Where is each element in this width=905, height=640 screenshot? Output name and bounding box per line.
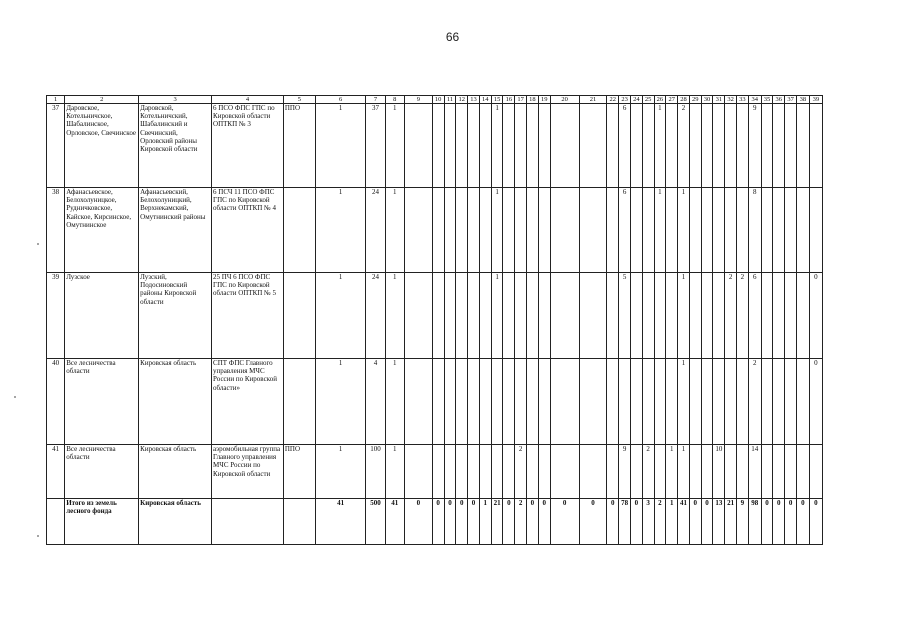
table-cell: 100 [366, 445, 385, 499]
table-row [47, 445, 823, 499]
header-cell: 28 [678, 96, 690, 104]
table-cell: 2 [725, 273, 737, 359]
table-cell [725, 359, 737, 445]
table-cell [444, 445, 456, 499]
table-cell [456, 104, 468, 188]
table-cell [796, 445, 809, 499]
header-cell: 31 [713, 96, 725, 104]
table-cell: 39 [47, 273, 65, 359]
scan-speck [14, 396, 16, 398]
table-cell [456, 188, 468, 273]
table-cell: 41 [47, 445, 65, 499]
table-cell [404, 188, 432, 273]
table-cell: 0 [404, 499, 432, 545]
table-cell [283, 188, 315, 273]
table-cell: 0 [468, 499, 480, 545]
table-cell: Все лесничества области [65, 445, 139, 499]
table-cell [701, 359, 713, 445]
total-row [47, 499, 823, 545]
header-cell: 1 [47, 96, 65, 104]
table-cell: Лузский, Подосиновский районы Кировской области [139, 273, 212, 359]
table-cell [468, 273, 480, 359]
header-cell: 27 [666, 96, 678, 104]
table-cell [579, 359, 607, 445]
table-cell [785, 104, 797, 188]
table-cell: 24 [366, 188, 385, 273]
table-cell: 1 [315, 273, 365, 359]
table-cell: 1 [385, 445, 404, 499]
table-cell: 6 [748, 273, 761, 359]
table-cell: аэромобильная группа Главного управления МЧС России по Кировской области [212, 445, 284, 499]
table-cell: 78 [619, 499, 631, 545]
header-cell: 19 [538, 96, 550, 104]
table-cell: 0 [689, 499, 701, 545]
table-cell [736, 188, 748, 273]
table-cell [527, 359, 539, 445]
table-cell [666, 188, 678, 273]
table-cell: 1 [678, 359, 690, 445]
table-cell: 10 [713, 445, 725, 499]
table-cell [503, 445, 515, 499]
table-cell [796, 188, 809, 273]
table-cell: 0 [607, 499, 619, 545]
table-cell [773, 188, 785, 273]
table-cell: Афанасьевское, Белохолуницкое, Рудничковское, Кайское, Кирсинское, Омутнинское [65, 188, 139, 273]
header-cell: 12 [456, 96, 468, 104]
table-cell [212, 499, 284, 545]
table-cell: 1 [491, 273, 503, 359]
table-cell: 0 [538, 499, 550, 545]
table-cell: 1 [666, 499, 678, 545]
table-cell: 0 [809, 499, 822, 545]
table-cell: 0 [796, 499, 809, 545]
table-cell [689, 359, 701, 445]
table-cell: 2 [515, 445, 527, 499]
table-cell: 41 [678, 499, 690, 545]
table-cell: 8 [748, 188, 761, 273]
table-cell: 14 [748, 445, 761, 499]
table-cell [761, 273, 773, 359]
header-cell: 14 [479, 96, 491, 104]
table-cell [538, 359, 550, 445]
table-cell [736, 359, 748, 445]
table-cell: 2 [678, 104, 690, 188]
table-cell [773, 104, 785, 188]
header-cell: 3 [139, 96, 212, 104]
header-cell: 2 [65, 96, 139, 104]
table-cell [479, 273, 491, 359]
table-cell [432, 188, 444, 273]
table-cell [404, 445, 432, 499]
table-cell: 1 [678, 445, 690, 499]
table-cell: 1 [491, 188, 503, 273]
table-cell [456, 273, 468, 359]
table-cell [666, 104, 678, 188]
table-cell [527, 188, 539, 273]
table-cell [515, 188, 527, 273]
table-cell [713, 273, 725, 359]
table-cell [689, 273, 701, 359]
header-cell: 35 [761, 96, 773, 104]
header-cell: 13 [468, 96, 480, 104]
table-cell: Лузское [65, 273, 139, 359]
table-cell [479, 104, 491, 188]
table-cell [527, 445, 539, 499]
table-cell [713, 359, 725, 445]
table-cell: 98 [748, 499, 761, 545]
table-cell [550, 359, 579, 445]
table-cell [432, 445, 444, 499]
table-cell [404, 359, 432, 445]
table-cell [515, 104, 527, 188]
table-cell: 1 [385, 188, 404, 273]
table-cell [796, 104, 809, 188]
table-cell [701, 445, 713, 499]
scan-speck [37, 243, 39, 245]
table-cell [432, 104, 444, 188]
table-cell: 41 [385, 499, 404, 545]
table-cell [538, 104, 550, 188]
header-cell: 33 [736, 96, 748, 104]
table-cell: 0 [503, 499, 515, 545]
table-cell [796, 273, 809, 359]
table-cell [283, 273, 315, 359]
table-cell: Афанасьевский, Белохолуницкий, Верхнекамский, Омутнинский районы [139, 188, 212, 273]
table-cell [796, 359, 809, 445]
table-cell [491, 445, 503, 499]
header-cell: 16 [503, 96, 515, 104]
table-cell [404, 273, 432, 359]
table-cell: 0 [527, 499, 539, 545]
header-cell: 8 [385, 96, 404, 104]
table-cell [527, 273, 539, 359]
table-cell: 1 [385, 273, 404, 359]
table-cell [456, 359, 468, 445]
table-cell [701, 104, 713, 188]
table-cell [642, 359, 654, 445]
table-cell: 1 [654, 188, 666, 273]
table-cell [503, 104, 515, 188]
table-cell [809, 188, 822, 273]
table-cell [503, 188, 515, 273]
table-cell [773, 273, 785, 359]
table-cell [773, 445, 785, 499]
table-cell [579, 104, 607, 188]
table-cell: 6 ПСЧ 11 ПСО ФПС ГПС по Кировской области ОПТКП № 4 [212, 188, 284, 273]
table-cell [607, 104, 619, 188]
table-cell: 37 [366, 104, 385, 188]
table-cell [550, 104, 579, 188]
table-cell [725, 188, 737, 273]
table-cell [47, 499, 65, 545]
table-cell [630, 445, 642, 499]
table-cell: Кировская область [139, 359, 212, 445]
table-cell [550, 188, 579, 273]
table-cell [689, 445, 701, 499]
header-cell: 6 [315, 96, 365, 104]
table-cell [736, 445, 748, 499]
table-cell [550, 445, 579, 499]
table-cell: 25 ПЧ 6 ПСО ФПС ГПС по Кировской области ОПТКП № 5 [212, 273, 284, 359]
table-cell [785, 359, 797, 445]
table-cell [725, 445, 737, 499]
table-cell [444, 359, 456, 445]
header-cell: 15 [491, 96, 503, 104]
table-cell: 38 [47, 188, 65, 273]
table-cell [538, 445, 550, 499]
table-cell: 0 [785, 499, 797, 545]
header-cell: 32 [725, 96, 737, 104]
table-cell: 1 [315, 104, 365, 188]
header-cell: 38 [796, 96, 809, 104]
table-cell: 9 [619, 445, 631, 499]
header-cell: 17 [515, 96, 527, 104]
table-cell [579, 273, 607, 359]
table-cell: Даровское, Котельничское, Шабалинское, Орловское, Свечинское [65, 104, 139, 188]
table-row [47, 273, 823, 359]
table-cell: 1 [315, 445, 365, 499]
table-cell [538, 188, 550, 273]
table-cell [630, 273, 642, 359]
table-cell: 1 [385, 104, 404, 188]
table-cell [713, 188, 725, 273]
header-cell: 10 [432, 96, 444, 104]
table-cell [404, 104, 432, 188]
table-cell [619, 359, 631, 445]
table-cell [515, 273, 527, 359]
header-cell: 4 [212, 96, 284, 104]
table-cell: 1 [315, 359, 365, 445]
table-cell [468, 188, 480, 273]
table-cell: 0 [761, 499, 773, 545]
table-cell [491, 359, 503, 445]
table-cell [654, 445, 666, 499]
header-cell: 11 [444, 96, 456, 104]
table-cell [809, 445, 822, 499]
table-cell: 13 [713, 499, 725, 545]
table-cell: СПТ ФПС Главного управления МЧС России по Кировской области» [212, 359, 284, 445]
header-cell: 29 [689, 96, 701, 104]
table-cell [642, 273, 654, 359]
table-cell [579, 445, 607, 499]
header-cell: 25 [642, 96, 654, 104]
table-cell [701, 273, 713, 359]
table-cell: 2 [515, 499, 527, 545]
table-cell [654, 273, 666, 359]
header-row [47, 96, 823, 104]
table-cell: 6 [619, 188, 631, 273]
table-cell: 1 [654, 104, 666, 188]
table-cell [503, 359, 515, 445]
header-cell: 30 [701, 96, 713, 104]
table-cell: 0 [773, 499, 785, 545]
table-cell [689, 104, 701, 188]
table-cell [785, 445, 797, 499]
table-cell: 0 [809, 273, 822, 359]
table-row [47, 188, 823, 273]
header-cell: 24 [630, 96, 642, 104]
table-cell [538, 273, 550, 359]
table-cell: 1 [479, 499, 491, 545]
table-cell: Итого из земель лесного фонда [65, 499, 139, 545]
table-cell: 0 [456, 499, 468, 545]
table-cell: 21 [491, 499, 503, 545]
table-cell [630, 359, 642, 445]
table-row [47, 104, 823, 188]
table-cell: 9 [736, 499, 748, 545]
table-row [47, 359, 823, 445]
table-cell [761, 445, 773, 499]
table-cell [666, 273, 678, 359]
table-cell: 21 [725, 499, 737, 545]
table-cell: 5 [619, 273, 631, 359]
table-cell [773, 359, 785, 445]
table-cell: ППО [283, 445, 315, 499]
table-cell [456, 445, 468, 499]
table-cell [607, 359, 619, 445]
header-cell: 23 [619, 96, 631, 104]
table-cell: Даровской, Котельничский, Шабалинский и Свечинский, Орловский районы Кировской области [139, 104, 212, 188]
table-cell: 500 [366, 499, 385, 545]
header-cell: 5 [283, 96, 315, 104]
table-cell: 6 [619, 104, 631, 188]
table-cell [630, 188, 642, 273]
table-cell [579, 188, 607, 273]
table-cell [761, 359, 773, 445]
table-cell: 6 ПСО ФПС ГПС по Кировской области ОПТКП № 3 [212, 104, 284, 188]
table-cell [527, 104, 539, 188]
table-cell [432, 273, 444, 359]
header-cell: 37 [785, 96, 797, 104]
header-cell: 20 [550, 96, 579, 104]
table-cell [642, 104, 654, 188]
table-cell [736, 104, 748, 188]
table-cell [607, 273, 619, 359]
header-cell: 39 [809, 96, 822, 104]
table-cell [607, 188, 619, 273]
table-cell [515, 359, 527, 445]
page-number: 66 [445, 30, 460, 44]
table-cell: 0 [579, 499, 607, 545]
table-cell [642, 188, 654, 273]
table-cell: 0 [809, 359, 822, 445]
table-cell: 37 [47, 104, 65, 188]
table-cell [785, 273, 797, 359]
table-cell: 2 [736, 273, 748, 359]
table-cell: Кировская область [139, 499, 212, 545]
table-cell [444, 273, 456, 359]
table-cell [630, 104, 642, 188]
table-cell [701, 188, 713, 273]
header-cell: 26 [654, 96, 666, 104]
table-cell: ППО [283, 104, 315, 188]
table-cell: 0 [432, 499, 444, 545]
table-cell: 2 [642, 445, 654, 499]
table-cell [607, 445, 619, 499]
table-cell [725, 104, 737, 188]
header-cell: 7 [366, 96, 385, 104]
table-cell: 0 [550, 499, 579, 545]
table-cell: 1 [385, 359, 404, 445]
table-cell [809, 104, 822, 188]
table-cell [468, 104, 480, 188]
table-cell: 1 [666, 445, 678, 499]
table-cell [444, 104, 456, 188]
table-cell: 41 [315, 499, 365, 545]
table-cell [468, 445, 480, 499]
table-cell [479, 445, 491, 499]
table-cell [689, 188, 701, 273]
table-cell [654, 359, 666, 445]
table-cell: Кировская область [139, 445, 212, 499]
table-cell [468, 359, 480, 445]
table-cell [444, 188, 456, 273]
scan-speck [37, 535, 39, 537]
header-cell: 18 [527, 96, 539, 104]
table-cell [432, 359, 444, 445]
table-cell: 0 [630, 499, 642, 545]
table-cell [761, 188, 773, 273]
table-cell: 2 [654, 499, 666, 545]
table-cell [479, 188, 491, 273]
table-cell: 3 [642, 499, 654, 545]
table-cell: Все лесничества области [65, 359, 139, 445]
header-cell: 34 [748, 96, 761, 104]
table-cell: 9 [748, 104, 761, 188]
table-cell [550, 273, 579, 359]
table-cell: 4 [366, 359, 385, 445]
forest-fire-resources-table [46, 95, 823, 545]
table-cell [479, 359, 491, 445]
table-cell: 40 [47, 359, 65, 445]
table-cell [283, 499, 315, 545]
table-cell: 1 [491, 104, 503, 188]
header-cell: 22 [607, 96, 619, 104]
table-cell: 0 [701, 499, 713, 545]
table-cell: 1 [678, 273, 690, 359]
header-cell: 36 [773, 96, 785, 104]
table-cell [761, 104, 773, 188]
table-cell: 1 [315, 188, 365, 273]
table-cell [713, 104, 725, 188]
header-cell: 9 [404, 96, 432, 104]
table-cell [503, 273, 515, 359]
table-cell [785, 188, 797, 273]
table-cell: 1 [678, 188, 690, 273]
table-cell [666, 359, 678, 445]
table-cell [283, 359, 315, 445]
table-cell: 0 [444, 499, 456, 545]
table-cell: 24 [366, 273, 385, 359]
table-cell: 2 [748, 359, 761, 445]
header-cell: 21 [579, 96, 607, 104]
